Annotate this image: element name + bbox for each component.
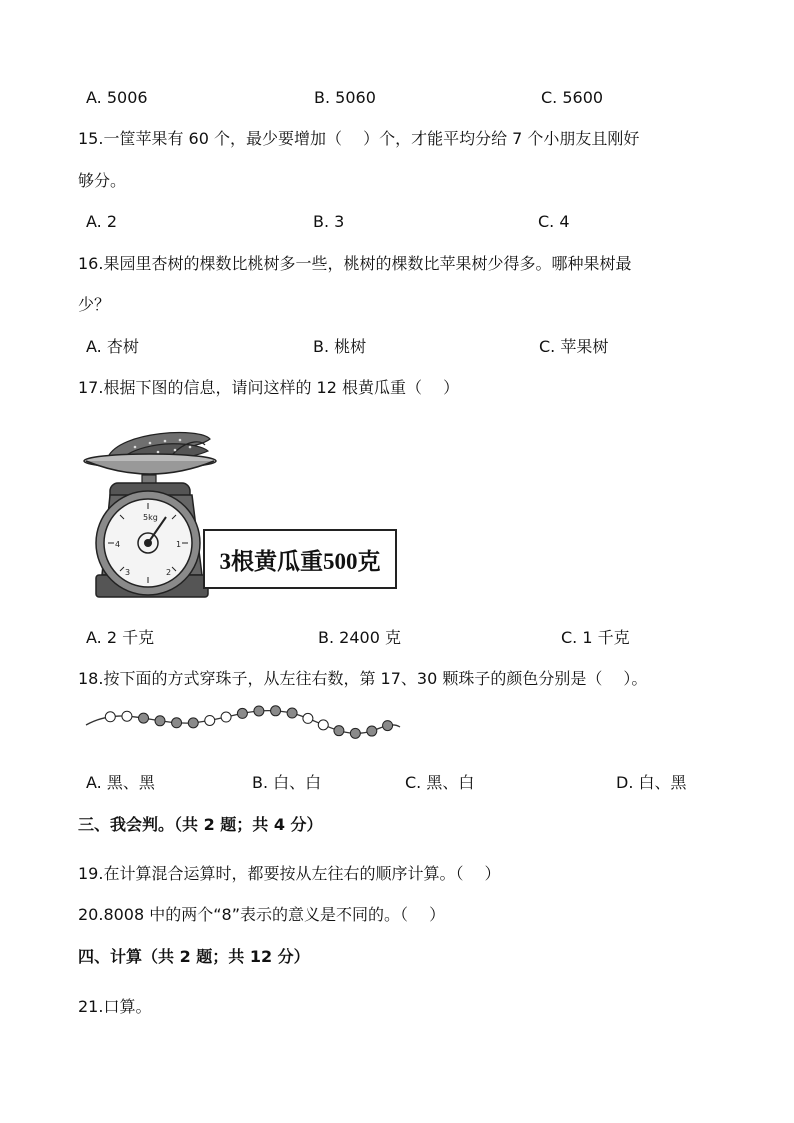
bead-white — [318, 720, 328, 730]
svg-text:4: 4 — [115, 540, 121, 549]
svg-text:1: 1 — [176, 540, 182, 549]
bead-white — [105, 712, 115, 722]
bead-black — [172, 718, 182, 728]
q18-option-a: A. 黑、黑 — [86, 773, 155, 792]
bead-black — [155, 716, 165, 726]
q18-option-d: D. 白、黑 — [616, 773, 687, 792]
q20-text: 20.8008 中的两个“8”表示的意义是不同的。（ ） — [78, 905, 446, 924]
q18-option-c: C. 黑、白 — [405, 773, 475, 792]
q16-option-a: A. 杏树 — [86, 337, 139, 356]
scale-figure — [80, 425, 410, 610]
bead-black — [139, 713, 149, 723]
svg-text:3: 3 — [125, 568, 131, 577]
section-4-title: 四、计算（共 2 题；共 12 分） — [78, 947, 310, 966]
q15-option-b: B. 3 — [313, 212, 345, 231]
q16-option-c: C. 苹果树 — [539, 337, 609, 356]
q17-option-b: B. 2400 克 — [318, 628, 401, 647]
bead-black — [271, 706, 281, 716]
bead-white — [303, 713, 313, 723]
q17-option-c: C. 1 千克 — [561, 628, 630, 647]
q15-option-c: C. 4 — [538, 212, 570, 231]
bead-white — [122, 711, 132, 721]
svg-text:5kg: 5kg — [143, 513, 158, 522]
bead-white — [221, 712, 231, 722]
q14-option-a: A. 5006 — [86, 88, 148, 107]
bead-black — [383, 721, 393, 731]
bead-black — [334, 726, 344, 736]
q15-option-a: A. 2 — [86, 212, 118, 231]
q16-text-line2: 少？ — [78, 295, 111, 314]
svg-text:2: 2 — [166, 568, 172, 577]
bead-white — [205, 715, 215, 725]
q15-text-line2: 够分。 — [78, 171, 127, 190]
q14-option-c: C. 5600 — [541, 88, 604, 107]
scale-label: 3根黄瓜重500克 — [219, 549, 381, 574]
q16-option-b: B. 桃树 — [313, 337, 367, 356]
q16-text-line1: 16.果园里杏树的棵数比桃树多一些，桃树的棵数比苹果树少得多。哪种果树最 — [78, 254, 632, 273]
bead-black — [188, 718, 198, 728]
q21-text: 21.口算。 — [78, 997, 152, 1016]
bead-string-figure — [82, 695, 404, 750]
bead-black — [237, 708, 247, 718]
q17-option-a: A. 2 千克 — [86, 628, 155, 647]
bead-black — [287, 708, 297, 718]
bead-black — [254, 706, 264, 716]
q19-text: 19.在计算混合运算时，都要按从左往右的顺序计算。（ ） — [78, 864, 501, 883]
q14-option-b: B. 5060 — [314, 88, 376, 107]
q17-text: 17.根据下图的信息，请问这样的 12 根黄瓜重（ ） — [78, 378, 460, 397]
bead-black — [367, 726, 377, 736]
section-3-title: 三、我会判。（共 2 题；共 4 分） — [78, 815, 323, 834]
q15-text-line1: 15.一筐苹果有 60 个，最少要增加（ ）个，才能平均分给 7 个小朋友且刚好 — [78, 129, 640, 148]
q18-option-b: B. 白、白 — [252, 773, 322, 792]
q18-text: 18.按下面的方式穿珠子，从左往右数，第 17、30 颗珠子的颜色分别是（ ）。 — [78, 669, 648, 688]
bead-black — [350, 728, 360, 738]
